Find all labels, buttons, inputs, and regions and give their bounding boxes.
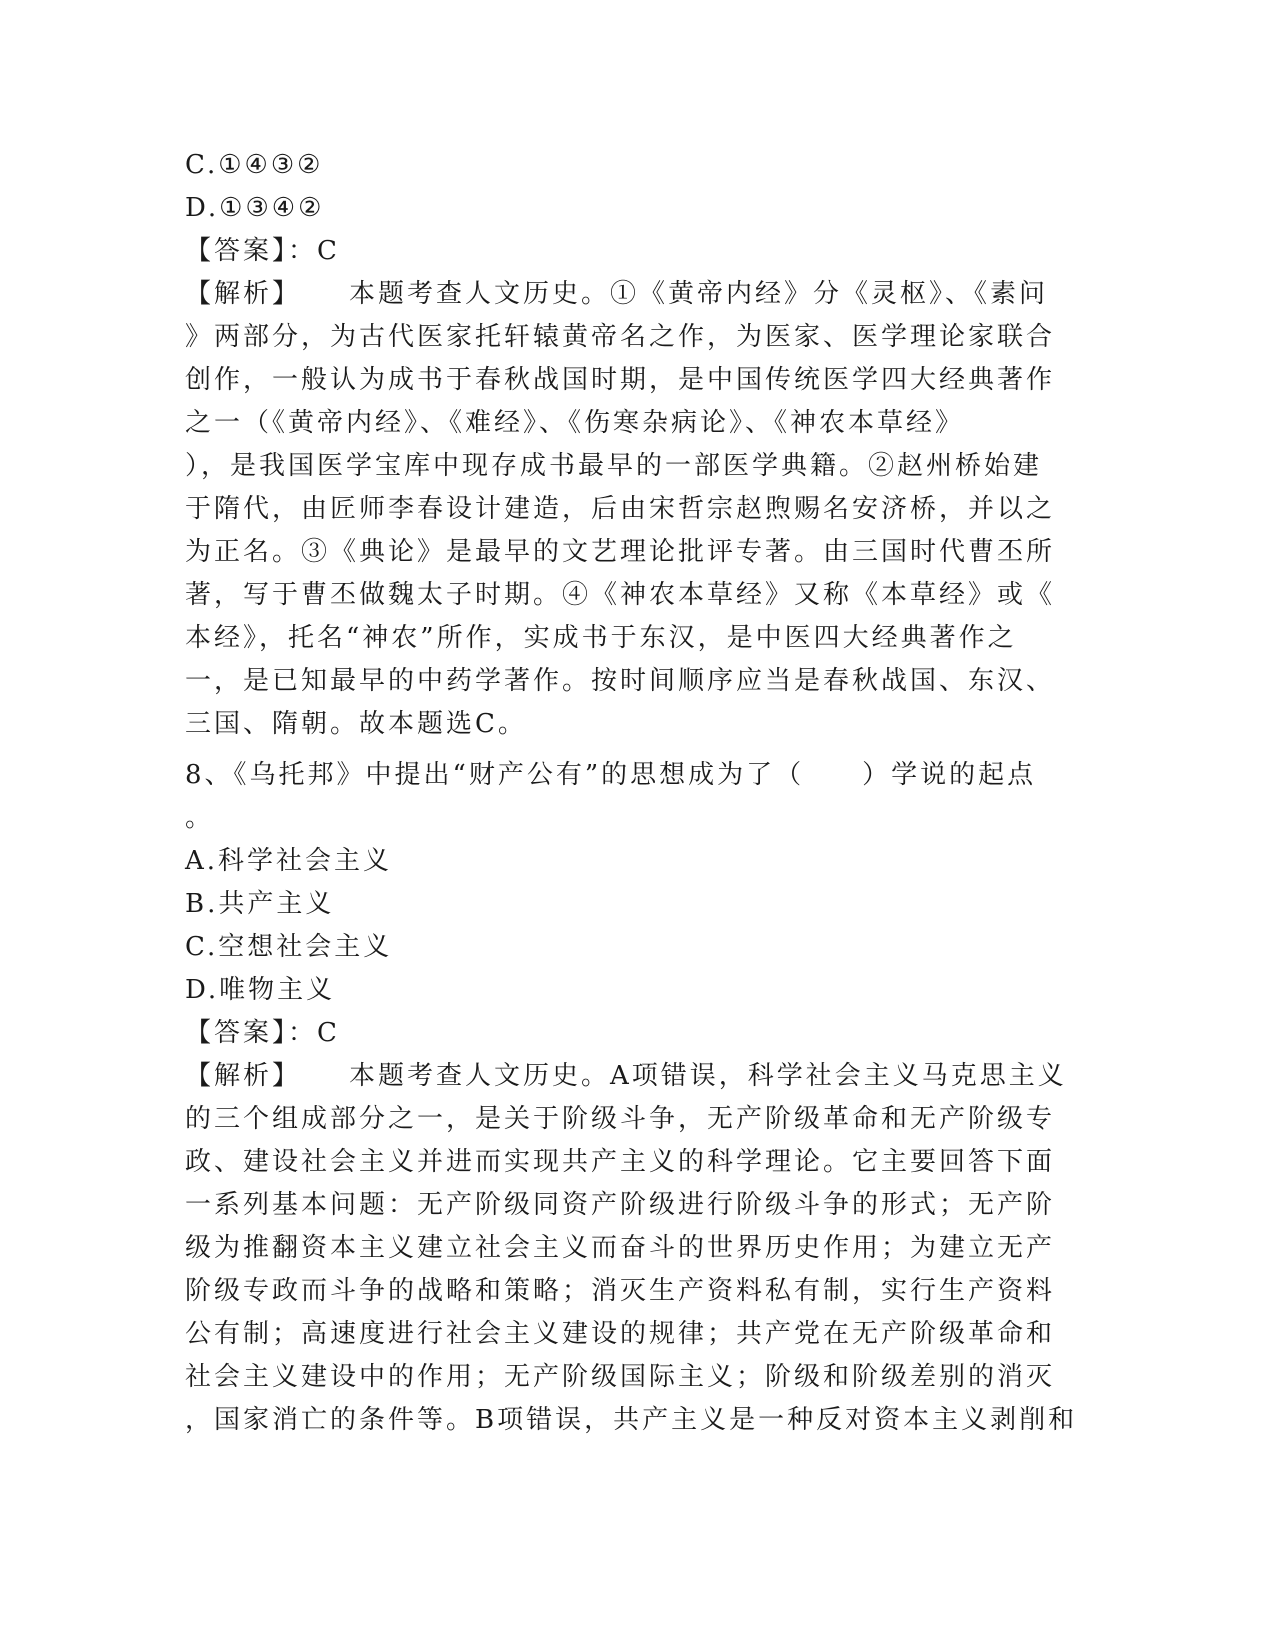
q8-analysis-line: ，国家消亡的条件等。B项错误，共产主义是一种反对资本主义剥削和 bbox=[185, 1405, 1078, 1435]
answer-label: 【答案】 bbox=[185, 1018, 289, 1048]
q7-option-d: D.①③④② bbox=[185, 193, 325, 223]
answer-value: ：C bbox=[288, 1018, 340, 1048]
answer-value: ：C bbox=[288, 236, 340, 266]
q7-analysis-line: 三国、隋朝。故本题选C。 bbox=[185, 709, 527, 739]
q8-stem: 8、《乌托邦》中提出“财产公有”的思想成为了（ ）学说的起点 bbox=[185, 760, 1037, 790]
q8-analysis-line: 政、建设社会主义并进而实现共产主义的科学理论。它主要回答下面 bbox=[185, 1147, 1056, 1177]
q8-analysis-line: 的三个组成部分之一，是关于阶级斗争，无产阶级革命和无产阶级专 bbox=[185, 1104, 1056, 1134]
q8-analysis-line: 阶级专政而斗争的战略和策略；消灭生产资料私有制，实行生产资料 bbox=[185, 1276, 1056, 1306]
q7-analysis-line: 一，是已知最早的中药学著作。按时间顺序应当是春秋战国、东汉、 bbox=[185, 666, 1056, 696]
q8-analysis-line: 公有制；高速度进行社会主义建设的规律；共产党在无产阶级革命和 bbox=[185, 1319, 1056, 1349]
q7-analysis-line: 》两部分，为古代医家托轩辕黄帝名之作，为医家、医学理论家联合 bbox=[185, 322, 1056, 352]
q8-option-b: B.共产主义 bbox=[185, 889, 335, 919]
q7-analysis-line: 之一（《黄帝内经》、《难经》、《伤寒杂病论》、《神农本草经》 bbox=[185, 408, 965, 438]
q7-answer bbox=[185, 230, 1065, 273]
q8-answer bbox=[185, 1012, 1065, 1055]
q8-stem-continuation: 。 bbox=[185, 803, 215, 833]
analysis-text: 本题考查人文历史。①《黄帝内经》分《灵枢》、《素问 bbox=[349, 279, 1049, 309]
q8-option-c: C.空想社会主义 bbox=[185, 932, 393, 962]
q7-analysis-line: 本经》，托名“神农”所作，实成书于东汉，是中医四大经典著作之 bbox=[185, 623, 1017, 653]
q8-analysis-line: 社会主义建设中的作用；无产阶级国际主义；阶级和阶级差别的消灭 bbox=[185, 1362, 1056, 1392]
document-page bbox=[185, 144, 1078, 1442]
q7-analysis-line: 为正名。③《典论》是最早的文艺理论批评专著。由三国时代曹丕所 bbox=[185, 537, 1056, 567]
analysis-label: 【解析】 bbox=[185, 1061, 302, 1091]
q8-analysis-first-line bbox=[185, 1055, 1065, 1098]
q7-analysis-line: 创作，一般认为成书于春秋战国时期，是中国传统医学四大经典著作 bbox=[185, 365, 1056, 395]
q7-analysis-line: ），是我国医学宝库中现存成书最早的一部医学典籍。②赵州桥始建 bbox=[185, 451, 1043, 481]
analysis-text: 本题考查人文历史。A项错误，科学社会主义马克思主义 bbox=[349, 1061, 1067, 1091]
q7-analysis-first-line bbox=[185, 273, 1065, 316]
q7-analysis-line: 于隋代，由匠师李春设计建造，后由宋哲宗赵煦赐名安济桥，并以之 bbox=[185, 494, 1056, 524]
answer-label: 【答案】 bbox=[185, 236, 289, 266]
q8-option-d: D.唯物主义 bbox=[185, 975, 336, 1005]
q8-option-a: A.科学社会主义 bbox=[185, 846, 393, 876]
q8-analysis-line: 级为推翻资本主义建立社会主义而奋斗的世界历史作用；为建立无产 bbox=[185, 1233, 1056, 1263]
q7-analysis-line: 著，写于曹丕做魏太子时期。④《神农本草经》又称《本草经》或《 bbox=[185, 580, 1056, 610]
analysis-label: 【解析】 bbox=[185, 279, 302, 309]
q7-option-c: C.①④③② bbox=[185, 150, 324, 180]
q8-analysis-line: 一系列基本问题：无产阶级同资产阶级进行阶级斗争的形式；无产阶 bbox=[185, 1190, 1056, 1220]
